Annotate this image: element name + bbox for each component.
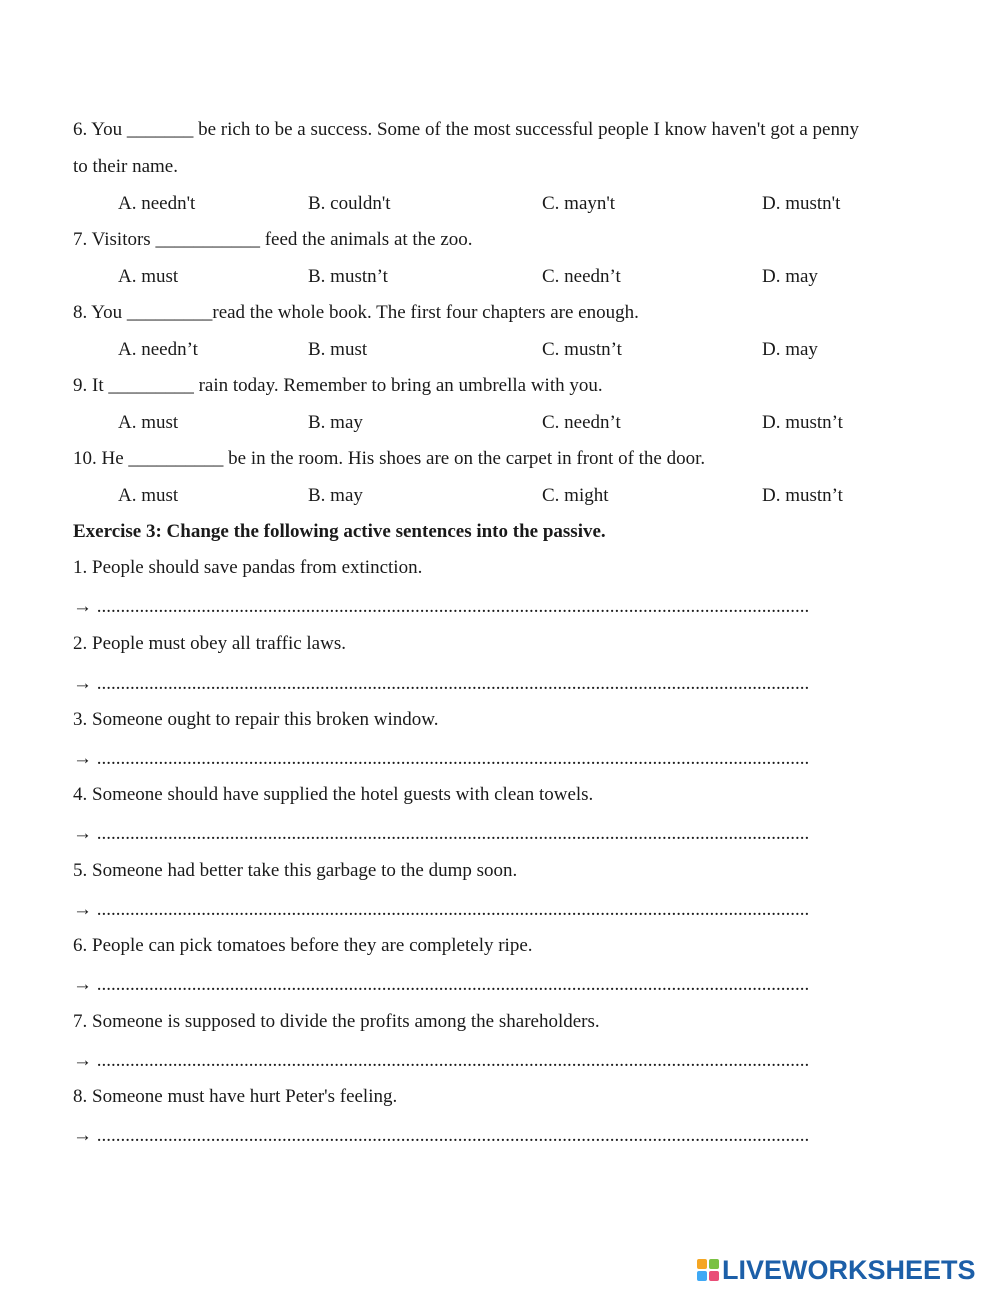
question-10-option-d[interactable]: D. mustn’t [762, 485, 843, 506]
liveworksheets-logo [697, 1254, 976, 1286]
question-10-option-c[interactable]: C. might [542, 485, 609, 506]
question-10-option-a[interactable]: A. must [118, 485, 179, 506]
question-6-option-c[interactable]: C. mayn't [542, 193, 616, 214]
question-7-option-b[interactable]: B. mustn’t [308, 266, 388, 287]
exercise-3-answer-6[interactable]: → ...................................................................................................................................................... [73, 974, 810, 995]
question-6-stem: 6. You _______ be rich to be a success. Some of the most successful people I know haven't got a penny [73, 119, 859, 140]
question-6-option-a[interactable]: A. needn't [118, 193, 196, 214]
question-9-option-a[interactable]: A. must [118, 412, 179, 433]
question-7-stem: 7. Visitors ___________ feed the animals at the zoo. [73, 229, 473, 250]
exercise-3-item-3: 3. Someone ought to repair this broken window. [73, 709, 439, 730]
exercise-3-item-1: 1. People should save pandas from extinction. [73, 557, 423, 578]
exercise-3-answer-4[interactable]: → ...................................................................................................................................................... [73, 823, 810, 844]
exercise-3-answer-2[interactable]: → ...................................................................................................................................................... [73, 673, 810, 694]
exercise-3-answer-5[interactable]: → ...................................................................................................................................................... [73, 899, 810, 920]
question-9-stem: 9. It _________ rain today. Remember to bring an umbrella with you. [73, 375, 603, 396]
exercise-3-title: Exercise 3: Change the following active sentences into the passive. [73, 521, 606, 542]
exercise-3-answer-1[interactable]: → ...................................................................................................................................................... [73, 596, 810, 617]
question-7-option-d[interactable]: D. may [762, 266, 818, 287]
question-10-stem: 10. He __________ be in the room. His shoes are on the carpet in front of the door. [73, 448, 706, 469]
question-8-option-b[interactable]: B. must [308, 339, 368, 360]
exercise-3-item-6: 6. People can pick tomatoes before they are completely ripe. [73, 935, 533, 956]
question-7-option-a[interactable]: A. must [118, 266, 179, 287]
question-6-option-d[interactable]: D. mustn't [762, 193, 841, 214]
question-9-option-d[interactable]: D. mustn’t [762, 412, 843, 433]
question-6-stem-continued: to their name. [73, 156, 178, 177]
liveworksheets-logo-text: LIVEWORKSHEETS [722, 1254, 976, 1285]
exercise-3-answer-7[interactable]: → ...................................................................................................................................................... [73, 1050, 810, 1071]
question-9-option-c[interactable]: C. needn’t [542, 412, 621, 433]
exercise-3-item-5: 5. Someone had better take this garbage to the dump soon. [73, 860, 518, 881]
question-8-stem: 8. You _________read the whole book. The first four chapters are enough. [73, 302, 639, 323]
question-8-option-c[interactable]: C. mustn’t [542, 339, 622, 360]
question-6-option-b[interactable]: B. couldn't [308, 193, 391, 214]
question-8-option-d[interactable]: D. may [762, 339, 818, 360]
exercise-3-item-8: 8. Someone must have hurt Peter's feeling. [73, 1086, 398, 1107]
exercise-3-item-4: 4. Someone should have supplied the hotel guests with clean towels. [73, 784, 594, 805]
exercise-3-answer-3[interactable]: → ...................................................................................................................................................... [73, 748, 810, 769]
question-7-option-c[interactable]: C. needn’t [542, 266, 621, 287]
liveworksheets-logo-icon [697, 1259, 719, 1281]
question-10-option-b[interactable]: B. may [308, 485, 363, 506]
exercise-3-item-2: 2. People must obey all traffic laws. [73, 633, 346, 654]
exercise-3-answer-8[interactable]: → ...................................................................................................................................................... [73, 1125, 810, 1146]
exercise-3-item-7: 7. Someone is supposed to divide the profits among the shareholders. [73, 1011, 600, 1032]
question-8-option-a[interactable]: A. needn’t [118, 339, 198, 360]
question-9-option-b[interactable]: B. may [308, 412, 363, 433]
